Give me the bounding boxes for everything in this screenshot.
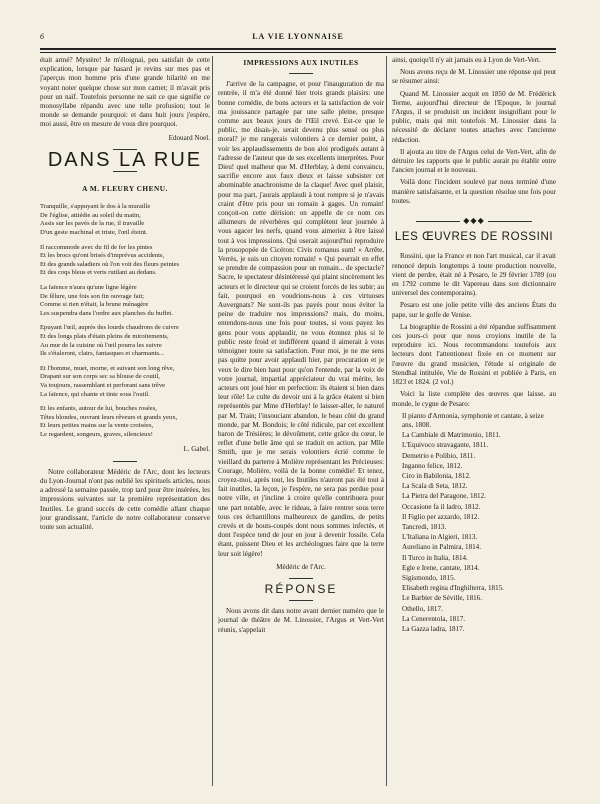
opera-item: Tancredi, 1813. — [402, 522, 447, 531]
opera-item: L'Equivoco stravagante, 1811. — [402, 441, 489, 450]
page-number: 6 — [40, 32, 44, 41]
reponse-paragraph: Nous avons dit dans notre avant dernier numéro que le journal de théâtre de M. Linossier, l'Argus et Vert-Vert réunis, s'appelait — [218, 607, 384, 634]
column-left — [40, 56, 210, 804]
opera-item: Elisabeth regina d'Inghilterra, 1815. — [402, 584, 504, 593]
rossini-paragraph: Rossini, que la France et non l'art musical, car il avait renoncé depuis longtemps à toute production nouvelle, vient de perdre, était né à Pesaro, le 29 février 1789 (ou en 1792 comme le dit Vapereau dans son dictionnaire universel des contemporains). — [392, 252, 556, 298]
poem — [40, 203, 210, 439]
poem-line: La faïence n'aura qu'une ligne légère — [40, 283, 137, 291]
poem-line: Têtes blondes, ouvrant leurs rêveurs et grands yeux, — [40, 413, 178, 421]
poem-line: Ils s'étaleront, clairs, fantasques et charmants... — [40, 350, 164, 358]
opera-item: Sigismondo, 1815. — [402, 573, 456, 582]
running-title: LA VIE LYONNAISE — [252, 32, 344, 41]
rossini-paragraph: Voici la liste complète des œuvres que laisse, au monde, le cygne de Pesaro: — [392, 390, 556, 408]
poem-line: Et l'homme, muet, morne, et suivant son long rêve, — [40, 364, 175, 372]
rossini-paragraph: La biographie de Rossini a été répandue suffisamment ces jours-ci pour que nous croyions inutile de la reproduire ici. Nous recommandons toutefois aux lecteurs dont l'attentionest fixée en ce moment sur l'œuvre du grand musicien, l'étude si originale de Stendhal intitulée, Vie de Rossini et publiée à Paris, en 1823 et 1824. (2 vol.) — [392, 322, 556, 387]
paragraph: Voilà donc l'incident soulevé par nous terminé d'une manière satisfaisante, et la question résolue une fois pour toutes. — [392, 178, 556, 205]
separator-rule — [289, 73, 313, 74]
poem-dedication: A M. FLEURY CHENU. — [82, 184, 168, 194]
opera-item: La Gazza ladra, 1817. — [402, 624, 465, 633]
poem-stanza — [40, 365, 210, 399]
reponse-title: RÉPONSE — [264, 581, 338, 596]
column-middle — [218, 56, 384, 804]
separator-rule — [289, 578, 313, 579]
opera-item: L'Italiana in Algieri, 1813. — [402, 533, 478, 542]
poem-line: La faïence, qui chante et tinte sous l'outil. — [40, 390, 150, 398]
header-rule-thin — [40, 52, 556, 53]
column-divider — [212, 56, 213, 786]
opera-list — [392, 412, 556, 634]
ornament-separator: ◆◆◆ — [392, 216, 556, 225]
column-right — [392, 56, 556, 804]
poem-stanza — [40, 203, 210, 237]
paragraph: Nous avons reçu de M. Linossier une réponse qui peut se résumer ainsi: — [392, 68, 556, 86]
opera-item: Othello, 1817. — [402, 604, 443, 613]
poem-line: Et des grands saladiers où l'on voit des fleurs peintes — [40, 260, 180, 268]
poem-line: Drapant sur son corps sec sa blouse de coutil, — [40, 373, 160, 381]
poem-line: Et leurs petites mains sur la vente croisées, — [40, 422, 154, 430]
header-rule — [40, 48, 556, 50]
intro-paragraph: était armé? Mystère! Je m'éloignai, peu satisfait de cette explication, lorsque par hasard je revins sur mes pas et j'aperçus mon homme pris d'une grande hilarité en me voyant noter quelque chose sur mon carnet; il m'avait pris pour un naïf. Toutefois personne ne sait ce que signifie ce monosyllabe répandu avec une telle profusion; tout le monde se demande pourquoi: et dans huit jours j'espère, moi aussi, être en mesure de vous dire pourquoi. — [40, 56, 210, 129]
opera-item: Aureliano in Palmira, 1814. — [402, 543, 482, 552]
separator-rule — [113, 461, 137, 462]
separator-rule — [289, 600, 313, 601]
poem-line: Il raccommode avec du fil de fer les pintes — [40, 243, 153, 251]
opera-item: Ciro in Babilonia, 1812. — [402, 471, 471, 480]
rossini-title: LES ŒUVRES DE ROSSINI — [394, 231, 554, 244]
poem-line: D'un geste machinal et triste, l'œil éteint. — [40, 229, 148, 237]
poem-line: Et les brocs qu'ont brisés d'imprévus accidents, — [40, 252, 165, 260]
poem-line: Epuyant l'œil, auprès des lourds chaudrons de cuivre — [40, 324, 179, 332]
article-signature: Médéric de l'Arc. — [276, 562, 326, 571]
opera-item: Le Barbier de Séville, 1816. — [402, 594, 482, 603]
poem-stanza — [40, 284, 210, 318]
opera-item: Demetrio e Polibio, 1811. — [402, 451, 476, 460]
notice-paragraph: Notre collaborateur Médéric de l'Arc, dont les lecteurs du Lyon-Journal n'ont pas oublié les spirituels articles, nous a adressé la semaine passée, trop tard pour être insérées, les impressions suivantes sur la première représentation des Inutiles. Le grand succès de cette comédie allant chaque jour grandissant, l'article de notre collaborateur conserve toute son actualité. — [40, 467, 210, 531]
opera-item: La Pietra del Paragone, 1812. — [402, 492, 486, 501]
poem-line: Comme si rien n'était, la brune ménagère — [40, 301, 149, 309]
paragraph: Il ajouta au titre de l'Argus celui de Vert-Vert, afin de détruire les rapports que le public aurait pu établir entre l'ancien journal et le nouveau. — [392, 147, 556, 175]
intro-signature: Edouard Noel. — [168, 133, 210, 142]
poem-stanza — [40, 324, 210, 358]
page-header — [40, 32, 556, 46]
poem-line: Assis sur les pavés de la rue, il travaille — [40, 220, 145, 228]
poem-stanza — [40, 244, 210, 278]
article-title: IMPRESSIONS AUX INUTILES — [243, 58, 359, 67]
poem-line: Le regardent, songeurs, graves, silencieux! — [40, 430, 153, 438]
opera-item: La Cenerentola, 1817. — [402, 614, 466, 623]
paragraph: Quand M. Linossier acquit en 1850 de M. Frédérick Terme, aujourd'hui directeur de l'Epoque, le journal l'Argus, il se produisit un incident insignifiant pour le public, mais qui mit toutefois M. Linossier dans la nécessité de déclarer toutes attaches avec l'ancienne rédaction. — [392, 89, 556, 144]
poem-line: Et des coqs bleus et verts rutilant au dedans. — [40, 269, 157, 277]
continued-paragraph: ainsi, quoiqu'il n'y ait jamais eu à Lyon de Vert-Vert. — [392, 56, 541, 64]
poem-stanza — [40, 405, 210, 439]
opera-item: Inganno felice, 1812. — [402, 461, 463, 470]
poem-line: Les suspendra dans l'ordre aux planches du buffet. — [40, 309, 173, 317]
poem-signature: L. Gabel. — [183, 445, 210, 454]
poem-line: Au mur de la cuisine où l'œil pourra les suivre — [40, 341, 162, 349]
poem-line: Va toujours, rassemblant et perforant sans trêve — [40, 381, 166, 389]
poem-title: DANS LA RUE — [47, 148, 203, 171]
poem-line: Et des longs plats d'étain pleins de miroitements, — [40, 332, 169, 340]
rossini-paragraph: Pesaro est une jolie petite ville des anciens États du pape, sur le golfe de Venise. — [392, 301, 556, 319]
separator-rule — [113, 171, 137, 172]
opera-item: Il Figlio per azzardo, 1812. — [402, 512, 480, 521]
poem-line: De fêlure, une fois son fin ouvrage fait; — [40, 292, 144, 300]
opera-item: La Cambiale di Matrimonio, 1811. — [402, 431, 501, 440]
article-paragraph: J'arrive de la campagne, et pour l'inauguration de ma rentrée, il m'a été donné hier trois grands plaisirs: une bonne comédie, de bons acteurs et la satisfaction de voir ma jouissance partagée par une salle pleine, presque comme aux beaux jours de l'Œil crevé. Est-ce que le public, me disais-je, serait devenu plus sensé ou plus moral? je me rangerais volontiers à ce dernier point, à voir les applaudissements de bon aloi prodigués autant à l'adresse de l'auteur que de ses excellents interprètes. Pour Dieu! quel malheur que M. d'Herblay, à demi convaincu, sacrifie encore aux faux dieux et laisse subsister cet abominable anachronisme de la claque! Avec quel plaisir, pour ma part, j'aurais applaudi à tout rompre si je n'avais craint d'être pris pour un romain à gages. Un romain! conçoit-on cette dérision: on appelle de ce nom ces allumeurs de réverbères qui complètent leur journée à vous agacer les nerfs, quand vous aimeriez à être laissé tout à vos impressions. Qui oserait aujourd'hui reproduire la prosopopée de Cicéron: Civis romanus sum! « Arrête, Verrès, je suis un citoyen romain! » Qui pourrait en effet se prendre de compassion pour un romain... de spectacle? Sacre, le spectateur désintéressé qui plaint sincèrement les acteurs et le directeur qui se croient forcés de les subir; au fait, pourquoi en voudrions-nous à ces virtuoses Auvergnats? Ne sont-ils pas payés pour nous éviter la peine de traduire nos impressions? mais, du moins, entendons-nous une fois pour toutes, si vous payez les gens pour vous applaudir, ne vous étonnez plus si le public reste froid et indifférent quand il aimerait à vous témoigner toute sa satisfaction. Pour moi, je ne me sens pas quitte pour avoir applaudi hier, par procuration et je veux le dire bien haut pour qu'on l'entende, par la voix de votre journal, impartial appréciateur du vrai mérite, les acteurs ont joué hier en perfection: ils étaient si bien dans leur rôle! Le culte du devoir uni à la grâce étaient si bien représentés par Mme d'Herblay! le laisser-aller, le naturel par M. Train; l'insouciant abandon, le beau côté du grand monde, par M. Bondois; le côté ridicule, par cet excellent baron de Trésières; le dévoûment, cette grâce du cœur, le reflet d'une belle âme qui se traduit en action, par Mlle Smith, que je me serais volontiers écrié comme le vieillard du parterre à Molière représentant les Précieuses: Courage, Molière, voilà de la bonne comédie! Et tenez, croyez-moi, après tout, les Inutiles n'auront pas été tout à fait inutiles, la leçon, je l'espère, ne sera pas perdue pour notre ville, et j'incline à croire qu'elle contribuera pour une part notable, avec le rideau, à faire rentrer sous terre tous ces échantillons malheureux de gandins, de petits crevés et de bouts-coupés dont nous sommes infectés, et dont l'espèce tend de jour en jour à devenir fossile. Cela étant, puissent Dieu et les archéologues faire que la terre leur soit légère! — [218, 80, 384, 558]
opera-item: Occasione fa il ladro, 1812. — [402, 502, 481, 511]
poem-line: Et les enfants, autour de lui, bouches rosées, — [40, 405, 157, 413]
column-divider — [386, 56, 387, 786]
opera-item: Egle e Irene, cantate, 1814. — [402, 563, 480, 572]
poem-line: Tranquille, s'appuyant le dos à la muraille — [40, 203, 151, 211]
opera-item: Il pianto d'Armonia, symphonie et cantate, à seize ans, 1808. — [402, 411, 544, 429]
opera-item: Il Turco in Italia, 1814. — [402, 553, 468, 562]
opera-item: La Scala di Seta, 1812. — [402, 482, 468, 491]
poem-line: De l'église, attiédie au soleil du matin, — [40, 211, 141, 219]
